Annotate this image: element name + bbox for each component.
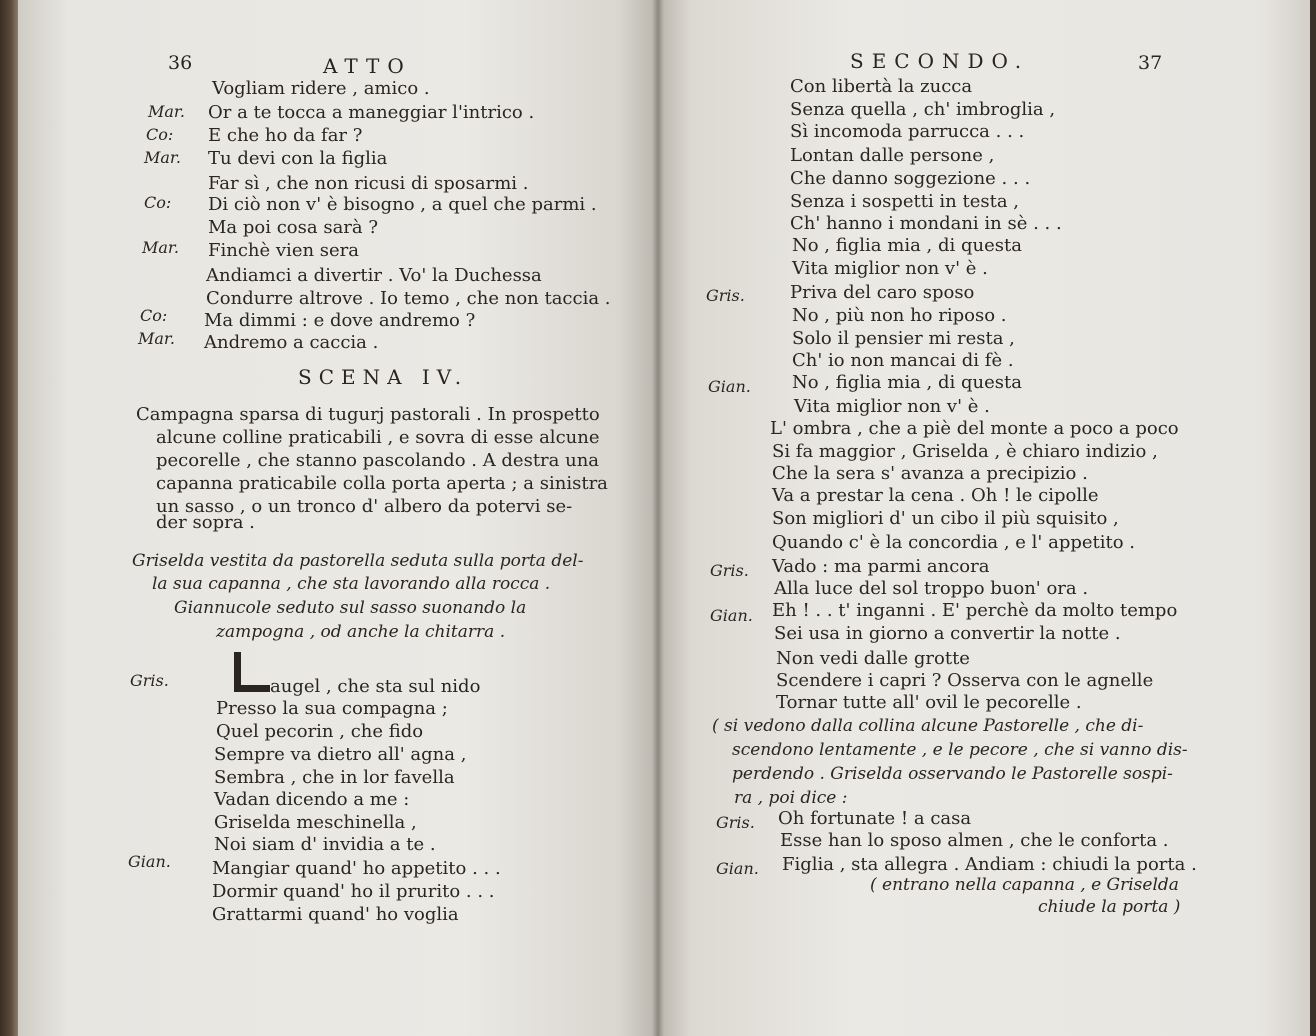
book-gutter	[652, 0, 664, 1036]
verse-line: Griselda meschinella ,	[214, 812, 417, 833]
scene-title: SCENA IV.	[298, 365, 469, 389]
stage-direction-line: la sua capanna , che sta lavorando alla rocca .	[152, 574, 551, 594]
setting-line: capanna praticabile colla porta aperta ; a sinistra	[156, 473, 608, 494]
speaker-label: Co:	[146, 125, 174, 144]
stage-direction-line: ra , poi dice :	[734, 788, 848, 808]
dialogue-line: E che ho da far ?	[208, 125, 363, 146]
dialogue-line: Andremo a caccia .	[204, 332, 379, 353]
left-page	[18, 0, 658, 1036]
dialogue-line: Vogliam ridere , amico .	[212, 78, 430, 99]
verse-line: Vadan dicendo a me :	[214, 789, 410, 810]
dialogue-line: Ma poi cosa sarà ?	[208, 217, 379, 238]
stage-direction-line: zampogna , od anche la chitarra .	[216, 622, 506, 642]
recit-line: L' ombra , che a piè del monte a poco a poco	[770, 418, 1179, 439]
setting-line: Campagna sparsa di tugurj pastorali . In prospetto	[136, 404, 600, 425]
speaker-label: Mar.	[138, 329, 175, 348]
verse-line: Dormir quand' ho il prurito . . .	[212, 881, 495, 902]
page-number-right: 37	[1138, 52, 1163, 74]
verse-line: No , figlia mia , di questa	[792, 372, 1022, 393]
dialogue-line: Or a te tocca a maneggiar l'intrico .	[208, 102, 535, 123]
verse-line: Priva del caro sposo	[790, 282, 975, 303]
verse-line: Mangiar quand' ho appetito . . .	[212, 858, 501, 879]
verse-line: Noi siam d' invidia a te .	[214, 834, 436, 855]
verse-line: Quel pecorin , che fido	[216, 721, 424, 742]
final-direction-line: ( entrano nella capanna , e Griselda	[870, 875, 1179, 895]
verse-line: Sembra , che in lor favella	[214, 767, 455, 788]
dialogue-line: Di ciò non v' è bisogno , a quel che parmi .	[208, 194, 597, 215]
speaker-label: Co:	[140, 306, 168, 325]
stage-direction-line: scendono lentamente , e le pecore , che si vanno dis-	[732, 740, 1188, 760]
speaker-label: Mar.	[144, 148, 181, 167]
dialogue-line: Far sì , che non ricusi di sposarmi .	[208, 173, 529, 194]
recit-line: Scendere i capri ? Osserva con le agnelle	[776, 670, 1154, 691]
speaker-label: Co:	[144, 193, 172, 212]
recit-line: Va a prestar la cena . Oh ! le cipolle	[772, 485, 1099, 506]
verse-line: Con libertà la zucca	[790, 76, 973, 97]
speaker-label: Gris.	[706, 286, 745, 305]
verse-line: Sempre va dietro all' agna ,	[214, 744, 467, 765]
verse-line: Ch' io non mancai di fè .	[792, 350, 1014, 371]
dialogue-line: Tu devi con la figlia	[208, 148, 388, 169]
running-header-right: SECONDO.	[850, 49, 1030, 73]
dialogue-line: Andiamci a divertir . Vo' la Duchessa	[206, 265, 542, 286]
verse-line: No , figlia mia , di questa	[792, 235, 1022, 256]
verse-line: Sì incomoda parrucca . . .	[790, 121, 1025, 142]
dialogue-line: Condurre altrove . Io temo , che non taccia .	[206, 288, 611, 309]
setting-line: alcune colline praticabili , e sovra di esse alcune	[156, 427, 600, 448]
verse-line: Grattarmi quand' ho voglia	[212, 904, 459, 925]
verse-line: Senza quella , ch' imbroglia ,	[790, 99, 1056, 120]
final-line: Oh fortunate ! a casa	[778, 808, 972, 829]
verse-line: augel , che sta sul nido	[270, 676, 481, 697]
running-header-left: ATTO	[323, 54, 412, 78]
verse-line: Ch' hanno i mondani in sè . . .	[790, 213, 1062, 234]
verse-line: Vita miglior non v' è .	[792, 258, 988, 279]
speaker-label: Gian.	[708, 377, 751, 396]
book-edge-left	[0, 0, 18, 1036]
book-edge-right	[1310, 0, 1316, 1036]
recit-line: Non vedi dalle grotte	[776, 648, 970, 669]
speaker-label: Mar.	[142, 238, 179, 257]
speaker-label: Gian.	[710, 606, 753, 625]
speaker-label: Gris.	[716, 813, 755, 832]
recit-line: Eh ! . . t' inganni . E' perchè da molto tempo	[772, 600, 1178, 621]
speaker-label: Gris.	[710, 561, 749, 580]
stage-direction-line: Griselda vestita da pastorella seduta sulla porta del-	[132, 551, 584, 571]
recit-line: Vado : ma parmi ancora	[772, 556, 990, 577]
verse-line: Senza i sospetti in testa ,	[790, 191, 1020, 212]
recit-line: Sei usa in giorno a convertir la notte .	[774, 623, 1121, 644]
verse-line: Lontan dalle persone ,	[790, 145, 995, 166]
recit-line: Si fa maggior , Griselda , è chiaro indizio ,	[772, 441, 1158, 462]
stage-direction-line: perdendo . Griselda osservando le Pastorelle sospi-	[732, 764, 1173, 784]
final-line: Esse han lo sposo almen , che le conforta .	[780, 830, 1169, 851]
final-line: Figlia , sta allegra . Andiam : chiudi la porta .	[782, 854, 1197, 875]
setting-line: der sopra .	[156, 512, 255, 533]
setting-line: un sasso , o un tronco d' albero da potervi se-	[156, 496, 573, 517]
verse-line: Vita miglior non v' è .	[794, 396, 990, 417]
verse-line: Presso la sua compagna ;	[216, 698, 448, 719]
right-page	[658, 0, 1310, 1036]
speaker-label: Gris.	[130, 671, 169, 690]
recit-line: Tornar tutte all' ovil le pecorelle .	[776, 692, 1082, 713]
recit-line: Son migliori d' un cibo il più squisito ,	[772, 508, 1119, 529]
dialogue-line: Ma dimmi : e dove andremo ?	[204, 310, 476, 331]
verse-line: No , più non ho riposo .	[792, 305, 1007, 326]
speaker-label: Gian.	[716, 859, 759, 878]
drop-cap-l	[234, 652, 270, 692]
verse-line: Che danno soggezione . . .	[790, 168, 1031, 189]
final-direction-line: chiude la porta )	[1038, 897, 1181, 917]
dialogue-line: Finchè vien sera	[208, 240, 360, 261]
speaker-label: Gian.	[128, 852, 171, 871]
verse-line: Solo il pensier mi resta ,	[792, 328, 1015, 349]
recit-line: Quando c' è la concordia , e l' appetito .	[772, 532, 1136, 553]
recit-line: Che la sera s' avanza a precipizio .	[772, 463, 1088, 484]
recit-line: Alla luce del sol troppo buon' ora .	[774, 578, 1089, 599]
stage-direction-line: ( si vedono dalla collina alcune Pastorelle , che di-	[712, 716, 1144, 736]
page-number-left: 36	[168, 52, 193, 74]
setting-line: pecorelle , che stanno pascolando . A destra una	[156, 450, 600, 471]
speaker-label: Mar.	[148, 102, 185, 121]
stage-direction-line: Giannucole seduto sul sasso suonando la	[174, 598, 527, 618]
